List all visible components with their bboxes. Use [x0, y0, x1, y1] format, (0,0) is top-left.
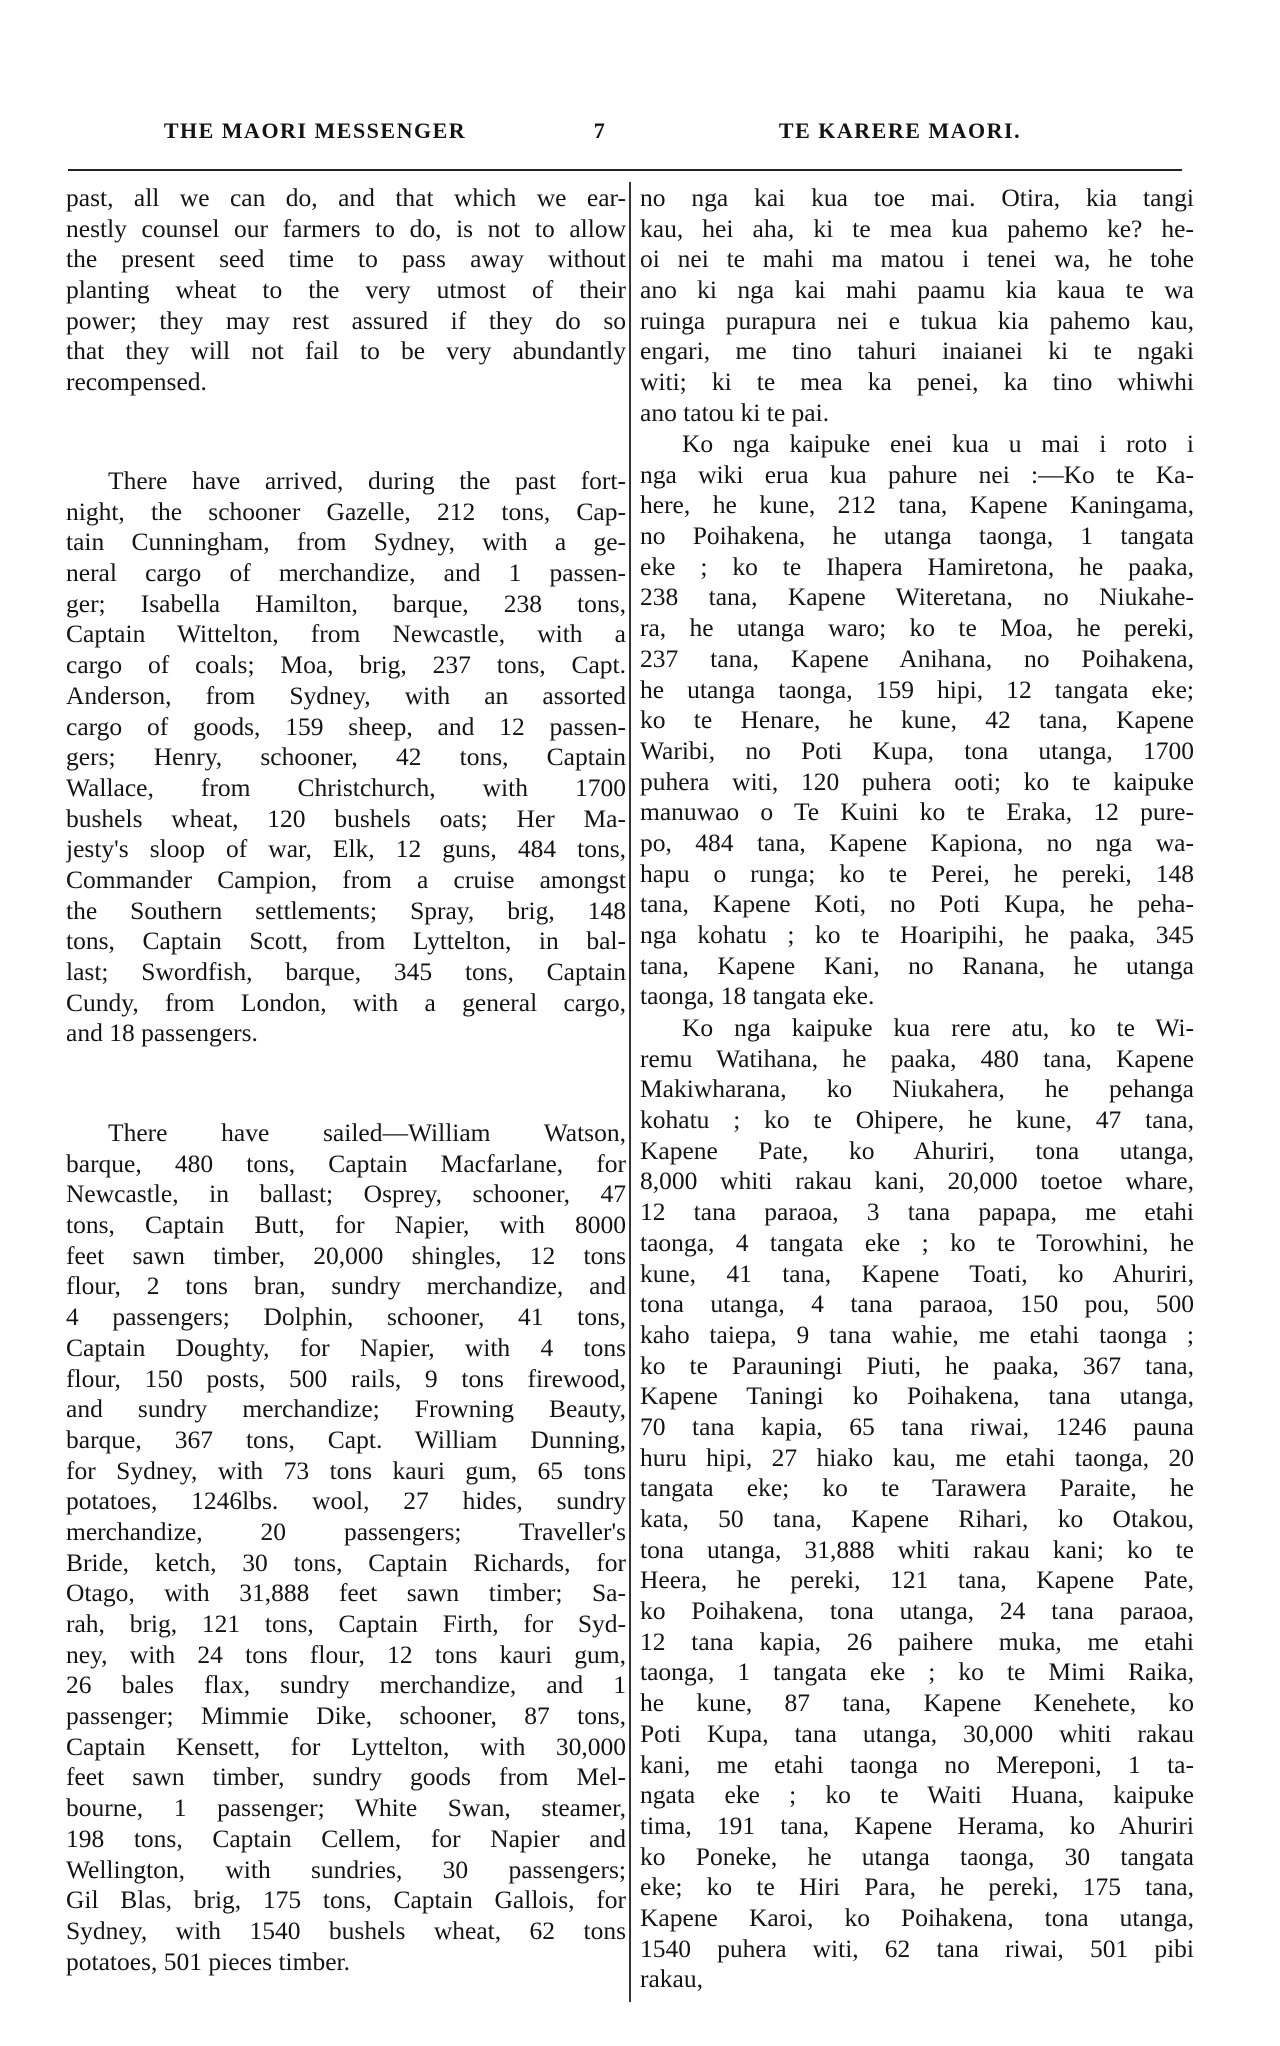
text-line: the Southern settlements; Spray, brig, 148 — [66, 895, 626, 925]
text-line: huru hipi, 27 hiako kau, me etahi taonga, 20 — [640, 1442, 1194, 1472]
text-line: barque, 367 tons, Capt. William Dunning, — [66, 1424, 626, 1454]
text-line: 70 tana kapia, 65 tana riwai, 1246 pauna — [640, 1411, 1194, 1441]
text-line: jesty's sloop of war, Elk, 12 guns, 484 tons, — [66, 834, 626, 864]
text-line: eke; ko te Hiri Para, he pereki, 175 tana, — [640, 1872, 1194, 1902]
text-line: 8,000 whiti rakau kani, 20,000 toetoe whare, — [640, 1166, 1194, 1196]
text-line: Kapene Karoi, ko Poihakena, tona utanga, — [640, 1902, 1194, 1932]
text-line: 4 passengers; Dolphin, schooner, 41 tons, — [66, 1302, 626, 1332]
text-line: Kapene Taningi ko Poihakena, tana utanga, — [640, 1381, 1194, 1411]
text-line: There have arrived, during the past fort- — [108, 466, 626, 495]
text-line: Bride, ketch, 30 tons, Captain Richards, for — [66, 1547, 626, 1577]
text-line: witi; ki te mea ka penei, ka tino whiwhi — [640, 367, 1194, 397]
text-line: ngata eke ; ko te Waiti Huana, kaipuke — [640, 1780, 1194, 1810]
text-line: bushels wheat, 120 bushels oats; Her Ma- — [66, 803, 626, 833]
text-line: ger; Isabella Hamilton, barque, 238 tons, — [66, 588, 626, 618]
text-line: tons, Captain Butt, for Napier, with 8000 — [66, 1210, 626, 1240]
text-line: tona utanga, 4 tana paraoa, 150 pou, 500 — [640, 1289, 1194, 1319]
text-line: taonga, 4 tangata eke ; ko te Torowhini, he — [640, 1227, 1194, 1257]
text-line: and 18 passengers. — [66, 1018, 258, 1048]
text-line: Commander Campion, from a cruise amongst — [66, 864, 626, 894]
text-line: kau, hei aha, ki te mea kua pahemo ke? he- — [640, 213, 1194, 243]
text-line: 26 bales flax, sundry merchandize, and 1 — [66, 1670, 626, 1700]
text-line: 238 tana, Kapene Witeretana, no Niukahe- — [640, 582, 1194, 612]
article-paragraph — [66, 466, 626, 1049]
text-line: flour, 150 posts, 500 rails, 9 tons firewood, — [66, 1363, 626, 1393]
text-line: taonga, 1 tangata eke ; ko te Mimi Raika, — [640, 1657, 1194, 1687]
article-paragraph — [66, 1118, 626, 1977]
text-line: tangata eke; ko te Tarawera Paraite, he — [640, 1473, 1194, 1503]
text-line: Newcastle, in ballast; Osprey, schooner, 47 — [66, 1179, 626, 1209]
text-line: tana, Kapene Kani, no Ranana, he utanga — [640, 950, 1194, 980]
text-line: passenger; Mimmie Dike, schooner, 87 tons, — [66, 1701, 626, 1731]
text-line: bourne, 1 passenger; White Swan, steamer, — [66, 1793, 626, 1823]
text-line: ruinga purapura nei e tukua kia pahemo kau, — [640, 305, 1194, 335]
article-paragraph — [640, 1013, 1194, 1995]
text-line: 198 tons, Captain Cellem, for Napier and — [66, 1823, 626, 1853]
article-paragraph — [640, 429, 1194, 1012]
text-line: Otago, with 31,888 feet sawn timber; Sa- — [66, 1578, 626, 1608]
text-line: past, all we can do, and that which we ear- — [66, 183, 626, 212]
text-line: kaho taiepa, 9 tana wahie, me etahi taonga ; — [640, 1319, 1194, 1349]
text-line: night, the schooner Gazelle, 212 tons, Cap- — [66, 496, 626, 526]
text-line: no nga kai kua toe mai. Otira, kia tangi — [640, 183, 1194, 212]
text-line: tons, Captain Scott, from Lyttelton, in bal- — [66, 926, 626, 956]
text-line: kune, 41 tana, Kapene Toati, ko Ahuriri, — [640, 1258, 1194, 1288]
text-line: here, he kune, 212 tana, Kapene Kaningama, — [640, 490, 1194, 520]
text-line: 1540 puhera witi, 62 tana riwai, 501 pibi — [640, 1933, 1194, 1963]
text-line: rakau, — [640, 1964, 704, 1994]
text-line: ano ki nga kai mahi paamu kia kaua te wa — [640, 275, 1194, 305]
text-line: tana, Kapene Koti, no Poti Kupa, he peha- — [640, 889, 1194, 919]
running-head-english: THE MAORI MESSENGER — [163, 118, 467, 143]
article-paragraph — [66, 183, 626, 398]
text-line: he utanga taonga, 159 hipi, 12 tangata eke; — [640, 674, 1194, 704]
text-line: Heera, he pereki, 121 tana, Kapene Pate, — [640, 1565, 1194, 1595]
text-line: kani, me etahi taonga no Mereponi, 1 ta- — [640, 1749, 1194, 1779]
text-line: potatoes, 1246lbs. wool, 27 hides, sundry — [66, 1486, 626, 1516]
text-line: for Sydney, with 73 tons kauri gum, 65 tons — [66, 1455, 626, 1485]
text-line: rah, brig, 121 tons, Captain Firth, for Syd- — [66, 1609, 626, 1638]
text-line: ano tatou ki te pai. — [640, 397, 830, 427]
text-line: kohatu ; ko te Ohipere, he kune, 47 tana, — [640, 1105, 1194, 1135]
text-line: taonga, 18 tangata eke. — [640, 981, 875, 1011]
article-paragraph — [640, 183, 1194, 429]
text-line: ney, with 24 tons flour, 12 tons kauri gum, — [66, 1639, 626, 1669]
text-line: potatoes, 501 pieces timber. — [66, 1946, 350, 1976]
text-line: tona utanga, 31,888 whiti rakau kani; ko te — [640, 1534, 1194, 1564]
text-line: recompensed. — [66, 367, 207, 397]
text-line: po, 484 tana, Kapene Kapiona, no nga wa- — [640, 827, 1194, 857]
text-line: Captain Wittelton, from Newcastle, with a — [66, 619, 626, 649]
text-line: Ko nga kaipuke enei kua u mai i roto i — [682, 429, 1194, 458]
text-line: ko Poihakena, tona utanga, 24 tana paraoa, — [640, 1596, 1194, 1626]
text-line: Wallace, from Christchurch, with 1700 — [66, 772, 626, 802]
text-line: ko Poneke, he utanga taonga, 30 tangata — [640, 1841, 1194, 1871]
text-line: he kune, 87 tana, Kapene Kenehete, ko — [640, 1688, 1194, 1718]
text-line: merchandize, 20 passengers; Traveller's — [66, 1516, 626, 1546]
text-line: nestly counsel our farmers to do, is not to allow — [66, 213, 626, 243]
text-line: 12 tana kapia, 26 paihere muka, me etahi — [640, 1626, 1194, 1656]
text-line: oi nei te mahi ma matou i tenei wa, he tohe — [640, 244, 1194, 274]
text-line: hapu o runga; ko te Perei, he pereki, 148 — [640, 858, 1194, 888]
text-line: There have sailed—William Watson, — [108, 1118, 626, 1147]
text-line: remu Watihana, he paaka, 480 tana, Kapene — [640, 1043, 1194, 1073]
maori-column — [640, 0, 1194, 2046]
text-line: gers; Henry, schooner, 42 tons, Captain — [66, 742, 626, 772]
text-line: kata, 50 tana, Kapene Rihari, ko Otakou, — [640, 1504, 1194, 1533]
text-line: tima, 191 tana, Kapene Herama, ko Ahuriri — [640, 1810, 1194, 1840]
running-head-maori: TE KARERE MAORI. — [778, 118, 1022, 143]
text-line: nga wiki erua kua pahure nei :—Ko te Ka- — [640, 459, 1194, 489]
text-line: Captain Kensett, for Lyttelton, with 30,000 — [66, 1731, 626, 1761]
text-line: Sydney, with 1540 bushels wheat, 62 tons — [66, 1915, 626, 1945]
page-number: 7 — [593, 118, 607, 143]
text-line: the present seed time to pass away without — [66, 244, 626, 274]
text-line: ko te Parauningi Piuti, he paaka, 367 tana, — [640, 1350, 1194, 1380]
text-line: planting wheat to the very utmost of their — [66, 275, 626, 305]
text-line: flour, 2 tons bran, sundry merchandize, and — [66, 1271, 626, 1301]
text-line: last; Swordfish, barque, 345 tons, Captain — [66, 957, 626, 986]
text-line: no Poihakena, he utanga taonga, 1 tangata — [640, 521, 1194, 551]
text-line: power; they may rest assured if they do so — [66, 305, 626, 335]
text-line: feet sawn timber, sundry goods from Mel- — [66, 1762, 626, 1792]
text-line: nga kohatu ; ko te Hoaripihi, he paaka, 345 — [640, 920, 1194, 949]
text-line: Wellington, with sundries, 30 passengers; — [66, 1854, 626, 1884]
text-line: barque, 480 tons, Captain Macfarlane, for — [66, 1148, 626, 1178]
text-line: cargo of coals; Moa, brig, 237 tons, Capt. — [66, 650, 626, 680]
text-line: that they will not fail to be very abundantly — [66, 336, 626, 366]
text-line: Poti Kupa, tana utanga, 30,000 whiti rakau — [640, 1718, 1194, 1748]
column-divider — [629, 182, 631, 2002]
text-line: feet sawn timber, 20,000 shingles, 12 tons — [66, 1240, 626, 1270]
text-line: ra, he utanga waro; ko te Moa, he pereki, — [640, 613, 1194, 643]
text-line: neral cargo of merchandize, and 1 passen- — [66, 558, 626, 588]
text-line: 12 tana paraoa, 3 tana papapa, me etahi — [640, 1197, 1194, 1227]
text-line: 237 tana, Kapene Anihana, no Poihakena, — [640, 643, 1194, 673]
text-line: Cundy, from London, with a general cargo, — [66, 987, 626, 1017]
english-column — [66, 0, 626, 2046]
text-line: Captain Doughty, for Napier, with 4 tons — [66, 1332, 626, 1362]
text-line: cargo of goods, 159 sheep, and 12 passen- — [66, 711, 626, 741]
text-line: tain Cunningham, from Sydney, with a ge- — [66, 527, 626, 557]
text-line: eke ; ko te Ihapera Hamiretona, he paaka, — [640, 551, 1194, 581]
text-line: puhera witi, 120 puhera ooti; ko te kaipuke — [640, 766, 1194, 796]
text-line: engari, me tino tahuri inaianei ki te ngaki — [640, 336, 1194, 366]
text-line: Waribi, no Poti Kupa, tona utanga, 1700 — [640, 735, 1194, 765]
text-line: Ko nga kaipuke kua rere atu, ko te Wi- — [682, 1013, 1194, 1042]
text-line: Anderson, from Sydney, with an assorted — [66, 680, 626, 710]
text-line: manuwao o Te Kuini ko te Eraka, 12 pure- — [640, 797, 1194, 827]
text-line: Kapene Pate, ko Ahuriri, tona utanga, — [640, 1135, 1194, 1165]
text-line: Makiwharana, ko Niukahera, he pehanga — [640, 1074, 1194, 1104]
text-line: Gil Blas, brig, 175 tons, Captain Gallois, for — [66, 1885, 626, 1915]
text-line: ko te Henare, he kune, 42 tana, Kapene — [640, 705, 1194, 735]
text-line: and sundry merchandize; Frowning Beauty, — [66, 1394, 626, 1424]
